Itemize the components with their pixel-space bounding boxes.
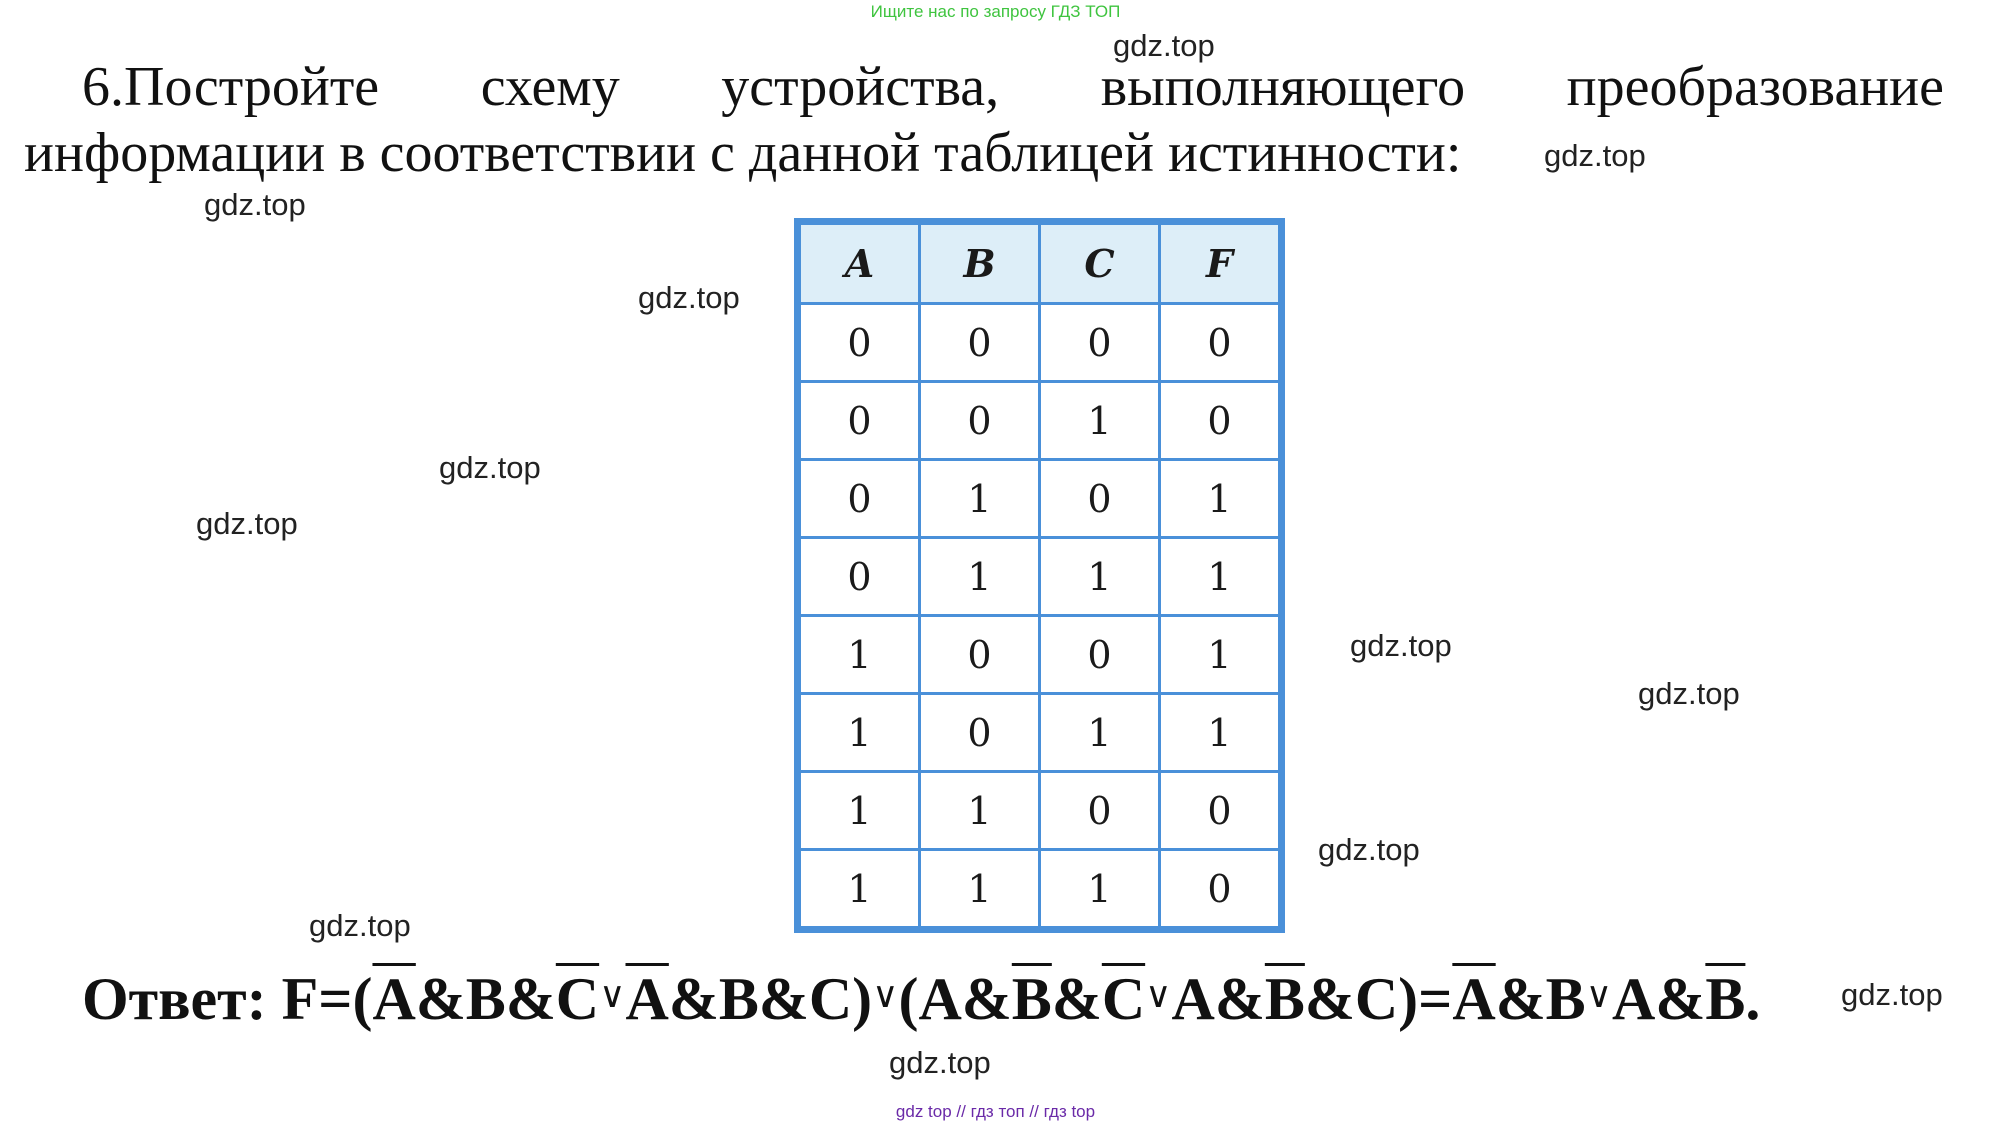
table-row bbox=[798, 616, 1282, 694]
column-header: C bbox=[1040, 222, 1160, 304]
problem-word: устройства, bbox=[721, 56, 1000, 118]
problem-word: 6.Постройте bbox=[82, 56, 380, 118]
table-cell: 0 bbox=[920, 382, 1040, 460]
table-cell: 0 bbox=[1160, 850, 1282, 930]
table-cell: 0 bbox=[1040, 616, 1160, 694]
problem-line-2: информации в соответствии с данной таблицей истинности: bbox=[24, 122, 1462, 184]
search-hint-link[interactable]: Ищите нас по запросу ГДЗ ТОП bbox=[870, 2, 1121, 21]
table-cell: 0 bbox=[798, 382, 920, 460]
table-cell: 0 bbox=[1040, 460, 1160, 538]
table-row bbox=[798, 850, 1282, 930]
table-cell: 0 bbox=[1160, 772, 1282, 850]
footer-links[interactable]: gdz top // гдз топ // гдз top bbox=[895, 1102, 1096, 1121]
negated-variable: $\overline{B}$ bbox=[1705, 966, 1746, 1032]
table-cell: 1 bbox=[1160, 538, 1282, 616]
table-cell: 0 bbox=[1040, 772, 1160, 850]
formula-part: A& bbox=[1171, 966, 1265, 1032]
problem-line-1 bbox=[24, 54, 1944, 120]
formula-part: (A& bbox=[898, 966, 1012, 1032]
table-cell: 1 bbox=[920, 850, 1040, 930]
table-cell: 0 bbox=[798, 304, 920, 382]
table-cell: 1 bbox=[798, 616, 920, 694]
answer-formula bbox=[82, 965, 1760, 1034]
negated-variable: $\overline{A}$ bbox=[625, 966, 669, 1032]
watermark: gdz.top bbox=[1544, 138, 1646, 173]
watermark: gdz.top bbox=[1350, 628, 1452, 663]
table-cell: 0 bbox=[1160, 382, 1282, 460]
or-operator: ∨ bbox=[599, 975, 626, 1016]
problem-statement bbox=[24, 54, 1944, 186]
or-operator: ∨ bbox=[872, 975, 899, 1016]
formula-part: & bbox=[1051, 966, 1102, 1032]
watermark: gdz.top bbox=[638, 280, 740, 315]
or-operator: ∨ bbox=[1585, 975, 1613, 1016]
formula-part: F=( bbox=[266, 966, 373, 1032]
formula-part: &C)= bbox=[1304, 966, 1453, 1032]
table-cell: 1 bbox=[1040, 694, 1160, 772]
formula-part: . bbox=[1745, 966, 1761, 1032]
table-cell: 1 bbox=[1040, 382, 1160, 460]
or-operator: ∨ bbox=[1145, 975, 1172, 1016]
problem-word: схему bbox=[480, 56, 620, 118]
watermark: gdz.top bbox=[309, 908, 411, 943]
table-cell: 0 bbox=[798, 538, 920, 616]
table-cell: 1 bbox=[920, 460, 1040, 538]
column-header: B bbox=[920, 222, 1040, 304]
column-header: F bbox=[1160, 222, 1282, 304]
watermark: gdz.top bbox=[1318, 832, 1420, 867]
watermark: gdz.top bbox=[204, 187, 306, 222]
watermark: gdz.top bbox=[1638, 676, 1740, 711]
table-cell: 1 bbox=[1040, 850, 1160, 930]
table-cell: 0 bbox=[1040, 304, 1160, 382]
table-cell: 1 bbox=[798, 694, 920, 772]
table-row bbox=[798, 694, 1282, 772]
table-row bbox=[798, 772, 1282, 850]
table-cell: 1 bbox=[1160, 460, 1282, 538]
table-cell: 0 bbox=[920, 694, 1040, 772]
table-cell: 1 bbox=[920, 538, 1040, 616]
table-cell: 1 bbox=[798, 772, 920, 850]
negated-variable: $\overline{A}$ bbox=[1452, 966, 1496, 1032]
table-row bbox=[798, 304, 1282, 382]
negated-variable: $\overline{C}$ bbox=[555, 966, 600, 1032]
answer-label: Ответ: bbox=[82, 966, 267, 1032]
watermark: gdz.top bbox=[196, 506, 298, 541]
table-cell: 0 bbox=[920, 304, 1040, 382]
formula-part: &B& bbox=[415, 966, 556, 1032]
table-cell: 1 bbox=[1160, 616, 1282, 694]
negated-variable: $\overline{C}$ bbox=[1101, 966, 1146, 1032]
table-row bbox=[798, 460, 1282, 538]
table-cell: 1 bbox=[1040, 538, 1160, 616]
negated-variable: $\overline{B}$ bbox=[1264, 966, 1305, 1032]
table-row bbox=[798, 382, 1282, 460]
watermark: gdz.top bbox=[1841, 977, 1943, 1012]
formula-part: &B&C) bbox=[668, 966, 873, 1032]
negated-variable: $\overline{A}$ bbox=[372, 966, 416, 1032]
formula-part: A& bbox=[1612, 966, 1706, 1032]
table-cell: 1 bbox=[798, 850, 920, 930]
table-cell: 0 bbox=[920, 616, 1040, 694]
table-row bbox=[798, 538, 1282, 616]
table-cell: 1 bbox=[1160, 694, 1282, 772]
column-header: A bbox=[798, 222, 920, 304]
table-cell: 1 bbox=[920, 772, 1040, 850]
table-cell: 0 bbox=[798, 460, 920, 538]
negated-variable: $\overline{B}$ bbox=[1011, 966, 1052, 1032]
watermark: gdz.top bbox=[1113, 28, 1215, 63]
watermark: gdz.top bbox=[439, 450, 541, 485]
table-header-row bbox=[798, 222, 1282, 304]
formula-part: &B bbox=[1495, 966, 1586, 1032]
problem-word: преобразование bbox=[1566, 56, 1944, 118]
truth-table bbox=[794, 218, 1285, 933]
watermark: gdz.top bbox=[889, 1045, 991, 1080]
problem-word: выполняющего bbox=[1100, 56, 1466, 118]
table-cell: 0 bbox=[1160, 304, 1282, 382]
